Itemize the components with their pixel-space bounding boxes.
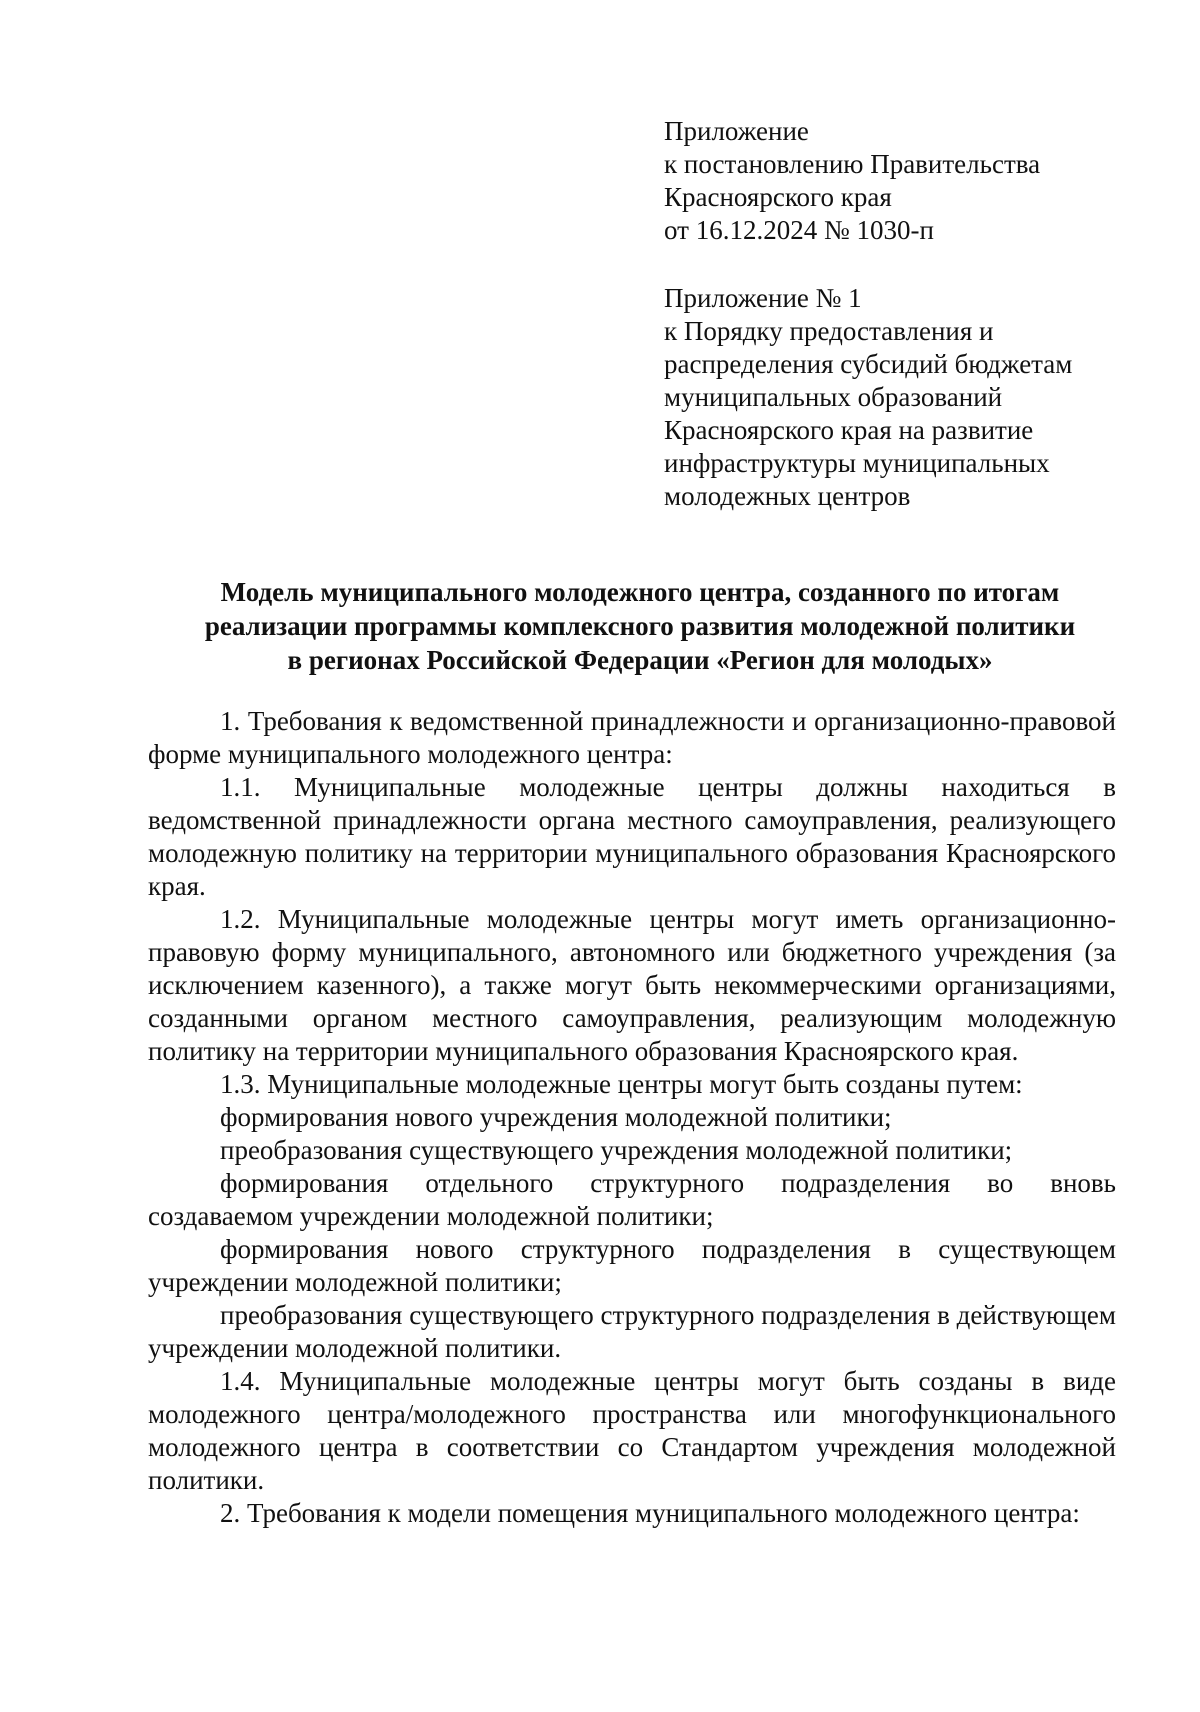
appendix-header-main xyxy=(664,115,1124,247)
list-item: формирования нового структурного подразделения в существующем учреждении молодежной политики; xyxy=(148,1234,1116,1297)
title-line: реализации программы комплексного развития молодежной политики xyxy=(204,611,1076,641)
title-line: в регионах Российской Федерации «Регион для молодых» xyxy=(287,645,993,675)
paragraph: 1.2. Муниципальные молодежные центры могут иметь организационно-правовую форму муниципального, автономного или бюджетного учреждения (за исключением казенного), а также могут быть некоммерческими организациями, созданными органом местного самоуправления, реализующим молодежную политику на территории муниципального образования Красноярского края. xyxy=(148,904,1116,1066)
list-item: формирования отдельного структурного подразделения во вновь создаваемом учреждении молодежной политики; xyxy=(148,1168,1116,1231)
appendix-line: инфраструктуры муниципальных xyxy=(664,448,1050,478)
appendix-line: молодежных центров xyxy=(664,481,911,511)
appendix-line: Приложение № 1 xyxy=(664,283,862,313)
paragraph: 1.4. Муниципальные молодежные центры могут быть созданы в виде молодежного центра/молодежного пространства или многофункционального молодежного центра в соответствии со Стандартом учреждения молодежной политики. xyxy=(148,1366,1116,1495)
appendix-header-one xyxy=(664,282,1124,513)
appendix-line: муниципальных образований xyxy=(664,382,1003,412)
appendix-line: Приложение xyxy=(664,116,809,146)
paragraph: 1. Требования к ведомственной принадлежности и организационно-правовой форме муниципального молодежного центра: xyxy=(148,706,1116,769)
list-item: преобразования существующего учреждения молодежной политики; xyxy=(220,1135,1013,1165)
document-title xyxy=(150,575,1130,677)
appendix-line: Красноярского края xyxy=(664,182,892,212)
appendix-line: распределения субсидий бюджетам xyxy=(664,349,1073,379)
list-item: формирования нового учреждения молодежной политики; xyxy=(220,1102,892,1132)
appendix-line: Красноярского края на развитие xyxy=(664,415,1034,445)
document-body xyxy=(148,705,1116,1530)
appendix-line: от 16.12.2024 № 1030-п xyxy=(664,215,934,245)
paragraph: 2. Требования к модели помещения муниципального молодежного центра: xyxy=(220,1498,1080,1528)
title-line: Модель муниципального молодежного центра, созданного по итогам xyxy=(220,577,1060,607)
paragraph: 1.1. Муниципальные молодежные центры должны находиться в ведомственной принадлежности органа местного самоуправления, реализующего молодежную политику на территории муниципального образования Красноярского края. xyxy=(148,772,1116,901)
appendix-line: к Порядку предоставления и xyxy=(664,316,994,346)
paragraph: 1.3. Муниципальные молодежные центры могут быть созданы путем: xyxy=(220,1069,1023,1099)
list-item: преобразования существующего структурного подразделения в действующем учреждении молодежной политики. xyxy=(148,1300,1116,1363)
appendix-line: к постановлению Правительства xyxy=(664,149,1041,179)
